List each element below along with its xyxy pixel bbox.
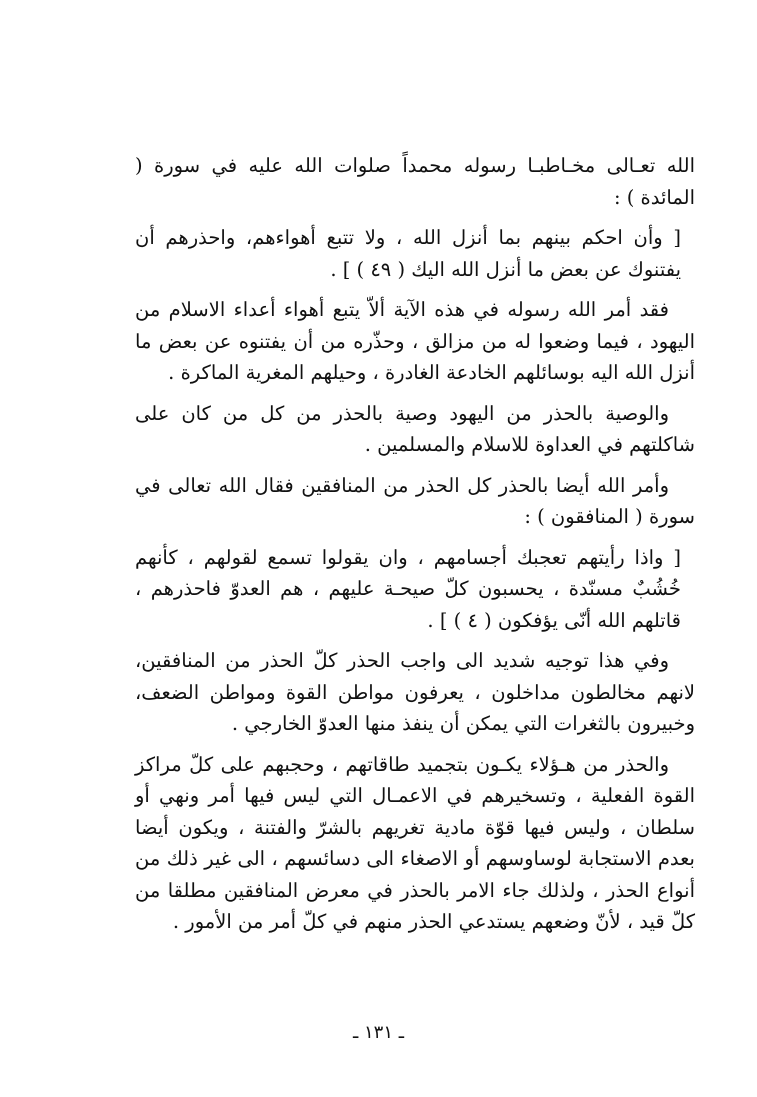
paragraph: الله تعـالى مخـاطبـا رسوله محمداً صلوات الله عليه في سورة ( المائدة ) :	[135, 154, 695, 209]
quran-quote: [ واذا رأيتهم تعجبك أجسامهم ، وان يقولوا تسمع لقولهم ، كأنهم خُشُبٌ مسنّدة ، يحسبون كلّ صيحـة عليهم ، هم العدوّ فاحذرهم ، قاتلهم الله أنّى يؤفكون ( ٤ ) ] .	[135, 545, 681, 632]
paragraph: وفي هذا توجيه شديد الى واجب الحذر كلّ الحذر من المنافقين، لانهم مخالطون مداخلون ، يعرفون مواطن القوة ومواطن الضعف، وخبيرون بالثغرات التي يمكن أن ينفذ منها العدوّ الخارجي .	[135, 649, 695, 735]
paragraph: وأمر الله أيضا بالحذر كل الحذر من المنافقين فقال الله تعالى في سورة ( المنافقون ) :	[135, 473, 695, 528]
paragraph: والحذر من هـؤلاء يكـون بتجميد طاقاتهم ، وحجبهم على كلّ مراكز القوة الفعلية ، وتسخيرهم في الاعمـال التي ليس فيها أمر ونهي أو سلطان ، وليس فيها قوّة مادية تغريهم بالشرّ والفتنة ، ويكون أيضا بعدم الاستجابة لوساوسهم أو الاصغاء الى دسائسهم ، الى غير ذلك من أنواع الحذر ، ولذلك جاء الامر بالحذر في معرض المنافقين مطلقا من كلّ قيد ، لأنّ وضعهم يستدعي الحذر منهم في كلّ أمر من الأمور .	[135, 752, 695, 933]
page-number: ـ ١٣١ ـ	[352, 1022, 404, 1043]
paragraph: والوصية بالحذر من اليهود وصية بالحذر من كل من كان على شاكلتهم في العداوة للاسلام والمسلمين .	[135, 401, 695, 456]
body-text	[135, 150, 695, 938]
quran-quote: [ وأن احكم بينهم بما أنزل الله ، ولا تتبع أهواءهم، واحذرهم أن يفتنوك عن بعض ما أنزل الله اليك ( ٤٩ ) ] .	[135, 226, 681, 281]
paragraph: فقد أمر الله رسوله في هذه الآية ألاّ يتبع أهواء أعداء الاسلام من اليهود ، فيما وضعوا له من مزالق ، وحذّره من أن يفتنوه عن بعض ما أنزل الله اليه بوسائلهم الخادعة الغادرة ، وحيلهم المغرية الماكرة .	[135, 298, 695, 384]
